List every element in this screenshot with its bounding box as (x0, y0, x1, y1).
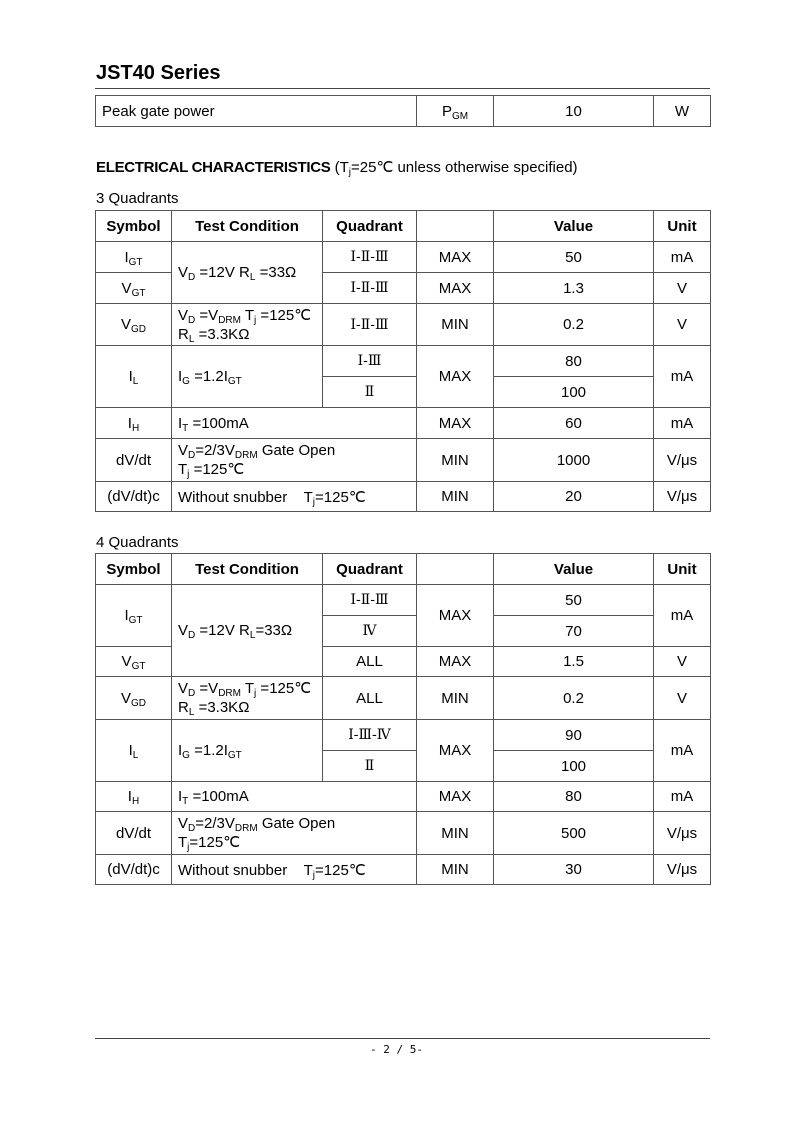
unit-cell: mA (654, 346, 711, 408)
symbol-cell: $I_L$ (96, 346, 172, 408)
header-test-condition: Test Condition (172, 211, 323, 242)
condition-cell: $V_D =12V$ $R_L=33\Omega$ (172, 585, 323, 677)
limit-cell: MAX (417, 720, 494, 782)
limit-cell: MIN (417, 855, 494, 885)
unit-cell: V/μs (654, 812, 711, 855)
condition-cell: $V_D =12V$ $R_L =33\Omega$ (172, 242, 323, 304)
unit-cell: mA (654, 720, 711, 782)
value-cell: 50 (494, 242, 654, 273)
value-cell: 100 (494, 377, 654, 408)
unit-cell: V/μs (654, 482, 711, 512)
limit-cell: MAX (417, 408, 494, 439)
table-row (96, 304, 711, 346)
unit-cell: mA (654, 585, 711, 647)
table-row (96, 242, 711, 273)
header-quadrant: Quadrant (323, 554, 417, 585)
unit-cell: V/μs (654, 855, 711, 885)
table-row (96, 346, 711, 377)
symbol-cell: $V_{GT}$ (96, 647, 172, 677)
table-4-quadrants (95, 553, 711, 885)
quadrant-cell: Ⅱ (323, 377, 417, 408)
symbol-cell: (dV/dt)c (96, 855, 172, 885)
quadrant-cell: ALL (323, 647, 417, 677)
limit-cell: MAX (417, 346, 494, 408)
table-row (96, 855, 711, 885)
header-symbol: Symbol (96, 211, 172, 242)
value-cell: 500 (494, 812, 654, 855)
limit-cell: MAX (417, 647, 494, 677)
section-heading: ELECTRICAL CHARACTERISTICS ($T_j=25℃$ unless otherwise specified) (96, 159, 578, 178)
value-cell: 30 (494, 855, 654, 885)
limit-cell: MAX (417, 585, 494, 647)
symbol-cell: $V_{GD}$ (96, 304, 172, 346)
unit-cell: V (654, 647, 711, 677)
value-cell: 0.2 (494, 304, 654, 346)
condition-cell: $V_D =V_{DRM}$ $T_j$ =125℃ $R_L =3.3K\Omega$ (172, 677, 323, 720)
value-cell: 20 (494, 482, 654, 512)
unit-cell: mA (654, 408, 711, 439)
header-unit: Unit (654, 554, 711, 585)
unit-cell: V (654, 304, 711, 346)
value-cell: 1000 (494, 439, 654, 482)
quadrant-cell: Ⅰ-Ⅱ-Ⅲ (323, 273, 417, 304)
limit-cell: MAX (417, 242, 494, 273)
value-cell: 0.2 (494, 677, 654, 720)
page-number: - 2 / 5- (370, 1043, 423, 1056)
table-row (96, 585, 711, 616)
table-row (96, 812, 711, 855)
value-cell: 80 (494, 782, 654, 812)
symbol-cell: $V_{GD}$ (96, 677, 172, 720)
limit-cell: MIN (417, 482, 494, 512)
footer-rule (95, 1038, 710, 1039)
symbol-cell: $I_H$ (96, 408, 172, 439)
symbol-cell: $I_{GT}$ (96, 242, 172, 273)
quadrant-cell: Ⅱ (323, 751, 417, 782)
table3-title: 3 Quadrants (96, 190, 179, 207)
quadrant-cell: Ⅰ-Ⅲ-Ⅳ (323, 720, 417, 751)
value-cell: 50 (494, 585, 654, 616)
quadrant-cell: Ⅰ-Ⅱ-Ⅲ (323, 242, 417, 273)
value-cell: 80 (494, 346, 654, 377)
unit-cell: mA (654, 242, 711, 273)
header-limit (417, 211, 494, 242)
value-cell: 1.3 (494, 273, 654, 304)
condition-cell: $I_T =100mA$ (172, 408, 417, 439)
unit-cell: V (654, 677, 711, 720)
limit-cell: MIN (417, 304, 494, 346)
quadrant-cell: Ⅰ-Ⅱ-Ⅲ (323, 304, 417, 346)
limit-cell: MIN (417, 677, 494, 720)
unit-cell: V/μs (654, 439, 711, 482)
table-row (96, 782, 711, 812)
unit-cell: V (654, 273, 711, 304)
value-cell: 1.5 (494, 647, 654, 677)
condition-cell: $I_G =1.2I_{GT}$ (172, 346, 323, 408)
param-symbol: $P_{GM}$ (417, 96, 494, 127)
value-cell: 90 (494, 720, 654, 751)
symbol-cell: dV/dt (96, 812, 172, 855)
param-value: 10 (494, 96, 654, 127)
quadrant-cell: Ⅰ-Ⅲ (323, 346, 417, 377)
quadrant-cell: Ⅰ-Ⅱ-Ⅲ (323, 585, 417, 616)
table-row (96, 408, 711, 439)
header-unit: Unit (654, 211, 711, 242)
table-3-quadrants (95, 210, 711, 512)
condition-cell: $I_T =100mA$ (172, 782, 417, 812)
limit-cell: MAX (417, 273, 494, 304)
header-test-condition: Test Condition (172, 554, 323, 585)
condition-cell: Without snubber $T_j=125℃$ (172, 855, 417, 885)
quadrant-cell: Ⅳ (323, 616, 417, 647)
peak-gate-power-table (95, 95, 711, 127)
table4-title: 4 Quadrants (96, 534, 179, 551)
table-row (96, 677, 711, 720)
symbol-cell: $I_H$ (96, 782, 172, 812)
symbol-cell: $V_{GT}$ (96, 273, 172, 304)
symbol-cell: (dV/dt)c (96, 482, 172, 512)
symbol-cell: $I_{GT}$ (96, 585, 172, 647)
limit-cell: MIN (417, 812, 494, 855)
limit-cell: MIN (417, 439, 494, 482)
symbol-cell: dV/dt (96, 439, 172, 482)
document-title: JST40 Series (96, 62, 221, 84)
condition-cell: $V_D=2/3V_{DRM}$ Gate Open $T_j$ =125℃ (172, 439, 417, 482)
limit-cell: MAX (417, 782, 494, 812)
value-cell: 70 (494, 616, 654, 647)
value-cell: 100 (494, 751, 654, 782)
param-unit: W (654, 96, 711, 127)
table-row (96, 482, 711, 512)
unit-cell: mA (654, 782, 711, 812)
header-rule (95, 88, 710, 89)
symbol-cell: $I_L$ (96, 720, 172, 782)
header-value: Value (494, 554, 654, 585)
header-limit (417, 554, 494, 585)
condition-cell: $I_G =1.2I_{GT}$ (172, 720, 323, 782)
header-value: Value (494, 211, 654, 242)
table-row (96, 720, 711, 751)
header-quadrant: Quadrant (323, 211, 417, 242)
value-cell: 60 (494, 408, 654, 439)
condition-cell: $V_D=2/3V_{DRM}$ Gate Open $T_j=125℃$ (172, 812, 417, 855)
table-row (96, 439, 711, 482)
condition-cell: $V_D =V_{DRM}$ $T_j$ =125℃ $R_L =3.3K\Omega$ (172, 304, 323, 346)
condition-cell: Without snubber $T_j=125℃$ (172, 482, 417, 512)
quadrant-cell: ALL (323, 677, 417, 720)
header-symbol: Symbol (96, 554, 172, 585)
param-label: Peak gate power (96, 96, 417, 127)
